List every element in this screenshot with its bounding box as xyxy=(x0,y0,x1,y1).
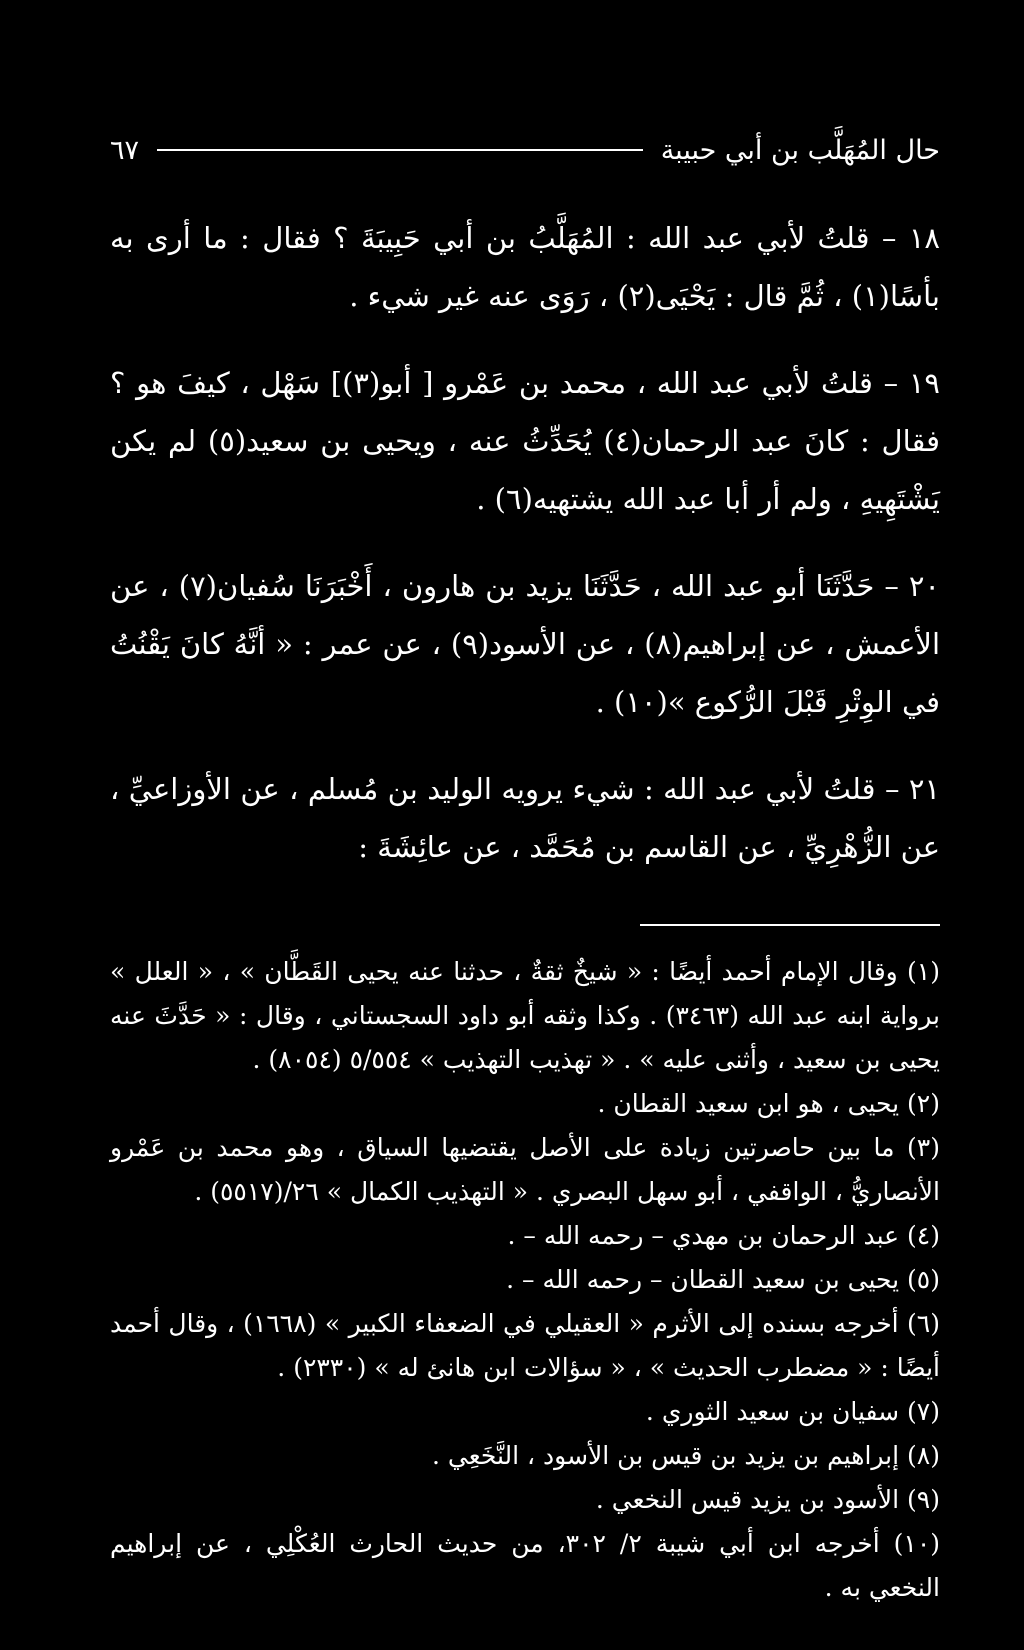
header-rule xyxy=(157,149,643,151)
footnote: (٥) يحيى بن سعيد القطان – رحمه الله – . xyxy=(506,1265,940,1294)
running-header xyxy=(110,120,940,180)
entry-text: قلتُ لأبي عبد الله : المُهَلَّبُ بن أبي حَبِيبَةَ ؟ فقال : ما أرى به بأسًا(١) ، ثُمَّ قال : يَحْيَى(٢) ، رَوَى عنه غير شيء . xyxy=(110,221,940,313)
footnote: (٩) الأسود بن يزيد قيس النخعي . xyxy=(595,1485,940,1514)
footnote: (٣) ما بين حاصرتين زيادة على الأصل يقتضيها السياق ، وهو محمد بن عَمْرو الأنصاريُّ ، الواقفي ، أبو سهل البصري . « التهذيب الكمال » ٢٦/(٥٥١٧) . xyxy=(110,1133,940,1206)
entry-text: حَدَّثَنَا أبو عبد الله ، حَدَّثَنَا يزيد بن هارون ، أَخْبَرَنَا سُفيان(٧) ، عن الأعمش ، عن إبراهيم(٨) ، عن الأسود(٩) ، عن عمر : « أنَّهُ كانَ يَقْنُتُ في الوِتْرِ قَبْلَ الرُّكوع »(١٠) . xyxy=(110,569,940,719)
footnote: (٢) يحيى ، هو ابن سعيد القطان . xyxy=(597,1089,940,1118)
entry xyxy=(110,557,940,731)
chapter-title: حال المُهَلَّب بن أبي حبيبة xyxy=(660,134,940,166)
footnote: (٦) أخرجه بسنده إلى الأثرم « العقيلي في الضعفاء الكبير » (١٦٦٨) ، وقال أحمد أيضًا : « مضطرب الحديث » ، « سؤالات ابن هانئ له » (٢٣٣٠) . xyxy=(110,1309,940,1382)
footnote: (١٠) أخرجه ابن أبي شيبة ٢/ ٣٠٢، من حديث الحارث العُكْلِي ، عن إبراهيم النخعي به . xyxy=(110,1529,941,1602)
entry xyxy=(110,209,940,325)
page-number: ٦٧ xyxy=(110,134,140,166)
entry-number: ٢٠ – xyxy=(884,569,940,603)
entry-number: ١٩ – xyxy=(883,366,941,400)
footnote: (٤) عبد الرحمان بن مهدي – رحمه الله – . xyxy=(507,1221,940,1250)
footnote: (٨) إبراهيم بن يزيد بن قيس بن الأسود ، النَّخَعِي . xyxy=(432,1441,940,1470)
footnotes xyxy=(110,950,940,1610)
entry xyxy=(110,354,940,528)
footnote: (١) وقال الإمام أحمد أيضًا : « شيخٌ ثقةٌ ، حدثنا عنه يحيى القَطَّان » ، « العلل » برواية ابنه عبد الله (٣٤٦٣) . وكذا وثقه أبو داود السجستاني ، وقال : « حَدَّثَ عنه يحيى بن سعيد ، وأثنى عليه » . « تهذيب التهذيب » ٥/٥٥٤ (٨٠٥٤) . xyxy=(110,957,940,1074)
footnote: (٧) سفيان بن سعيد الثوري . xyxy=(645,1397,940,1426)
book-page xyxy=(110,120,940,1610)
entries xyxy=(110,209,940,876)
entry-text: قلتُ لأبي عبد الله : شيء يرويه الوليد بن مُسلم ، عن الأوزاعيِّ ، عن الزُّهْرِيِّ ، عن القاسم بن مُحَمَّد ، عن عائِشَةَ : xyxy=(110,772,940,864)
entry-text: قلتُ لأبي عبد الله ، محمد بن عَمْرو [ أبو(٣)] سَهْل ، كيفَ هو ؟ فقال : كانَ عبد الرحمان(٤) يُحَدِّثُ عنه ، ويحيى بن سعيد(٥) لم يكن يَشْتَهِيهِ ، ولم أر أبا عبد الله يشتهيه(٦) . xyxy=(110,366,940,516)
entry xyxy=(110,760,940,876)
footnote-rule xyxy=(640,924,940,926)
entry-number: ١٨ – xyxy=(881,221,941,255)
entry-number: ٢١ – xyxy=(884,772,941,806)
